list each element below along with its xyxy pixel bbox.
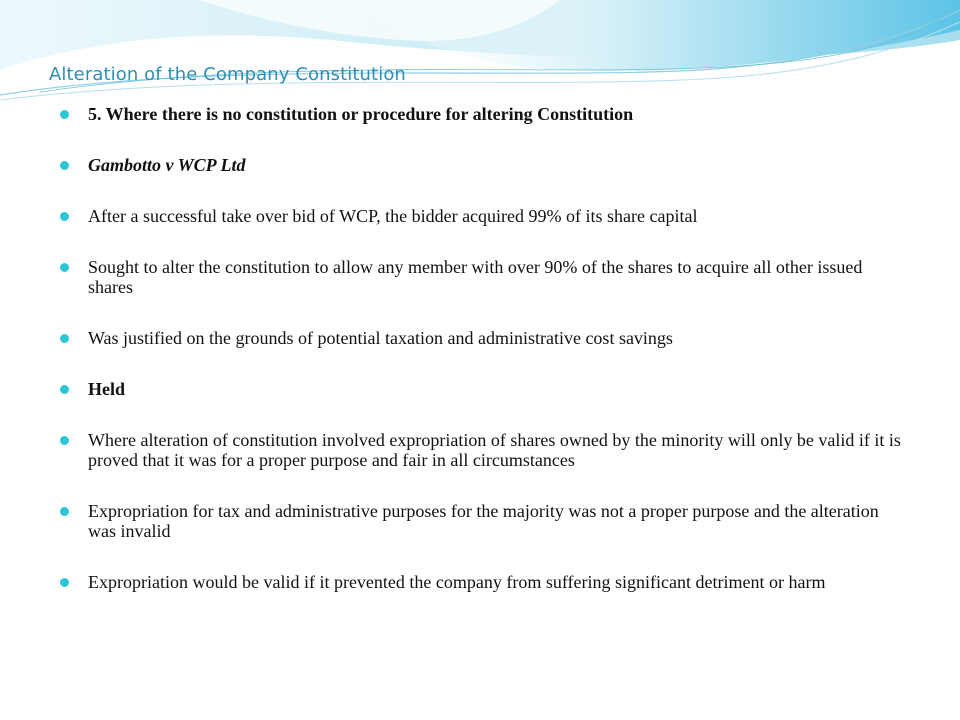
bullet-item — [60, 430, 910, 470]
bullet-list — [60, 104, 910, 623]
slide-title: Alteration of the Company Constitution — [49, 64, 406, 85]
bullet-dot-icon — [60, 110, 69, 119]
bullet-item — [60, 379, 910, 399]
bullet-item — [60, 104, 910, 124]
bullet-text: After a successful take over bid of WCP, the bidder acquired 99% of its share capital — [88, 206, 698, 226]
bullet-text: Expropriation for tax and administrative purposes for the majority was not a proper purpose and the alteration was invalid — [88, 501, 879, 541]
bullet-item — [60, 155, 910, 175]
bullet-item — [60, 501, 910, 541]
bullet-item — [60, 257, 910, 297]
bullet-text: Sought to alter the constitution to allow any member with over 90% of the shares to acquire all other issued shares — [88, 257, 863, 297]
bullet-text: Was justified on the grounds of potential taxation and administrative cost savings — [88, 328, 673, 348]
bullet-dot-icon — [60, 436, 69, 445]
bullet-dot-icon — [60, 507, 69, 516]
bullet-dot-icon — [60, 385, 69, 394]
bullet-text: Where alteration of constitution involved expropriation of shares owned by the minority will only be valid if it is proved that it was for a proper purpose and fair in all circumstances — [88, 430, 901, 470]
bullet-dot-icon — [60, 578, 69, 587]
bullet-item — [60, 206, 910, 226]
bullet-item — [60, 328, 910, 348]
bullet-item — [60, 572, 910, 592]
bullet-text: Expropriation would be valid if it prevented the company from suffering significant detriment or harm — [88, 572, 826, 592]
bullet-dot-icon — [60, 161, 69, 170]
bullet-dot-icon — [60, 212, 69, 221]
bullet-dot-icon — [60, 263, 69, 272]
bullet-text: 5. Where there is no constitution or procedure for altering Constitution — [88, 104, 634, 124]
bullet-text: Held — [88, 379, 126, 399]
bullet-text: Gambotto v WCP Ltd — [88, 155, 246, 175]
bullet-dot-icon — [60, 334, 69, 343]
